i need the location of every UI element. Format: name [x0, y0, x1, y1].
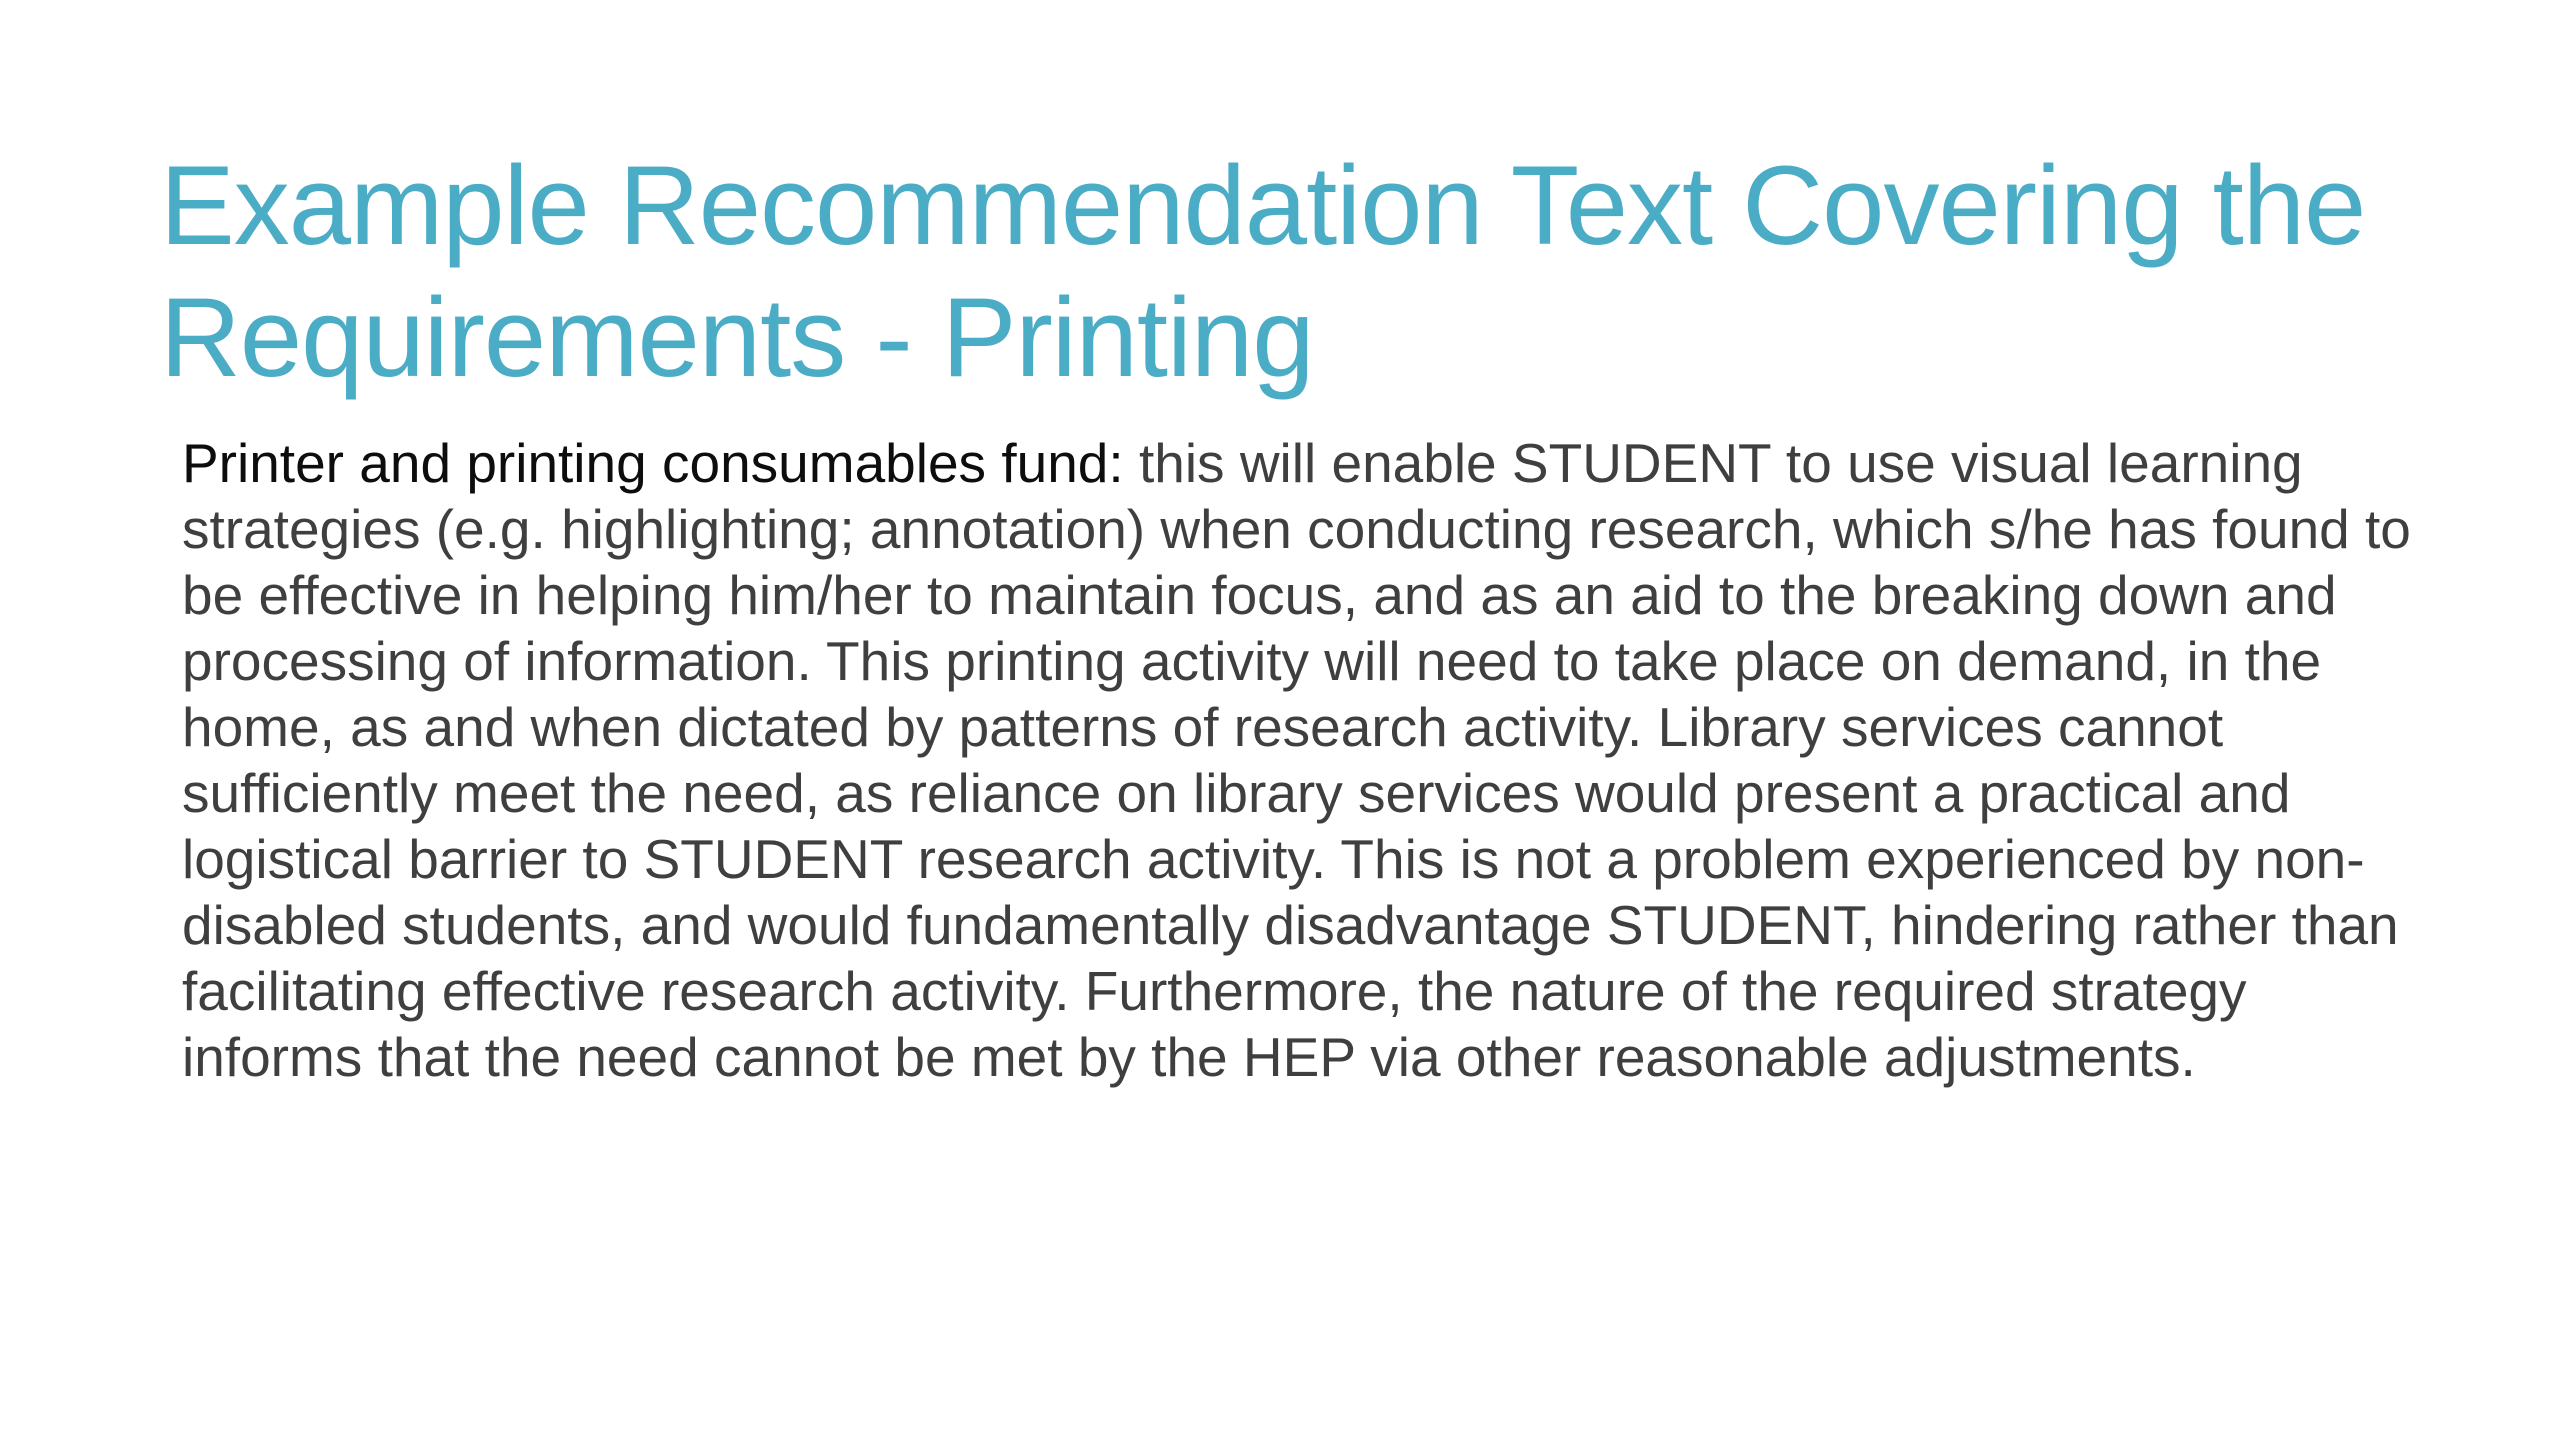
slide-title: Example Recommendation Text Covering the Requirements - Printing	[160, 143, 2366, 400]
body-lead: Printer and printing consumables fund:	[182, 432, 1124, 494]
body-text: this will enable STUDENT to use visual learning strategies (e.g. highlighting; annotation) when conducting research, which s/he has found to be effective in helping him/her to maintain focus, and as an aid to the breaking down and processing of information. This printing activity will need to take place on demand, in the home, as and when dictated by patterns of research activity. Library services cannot sufficiently meet the need, as reliance on library services would present a practical and logistical barrier to STUDENT research activity. This is not a problem experienced by non-disabled students, and would fundamentally disadvantage STUDENT, hindering rather than facilitating effective research activity. Furthermore, the nature of the required strategy informs that the need cannot be met by the HEP via other reasonable adjustments.	[182, 432, 2411, 1088]
slide-body	[182, 430, 2442, 1090]
